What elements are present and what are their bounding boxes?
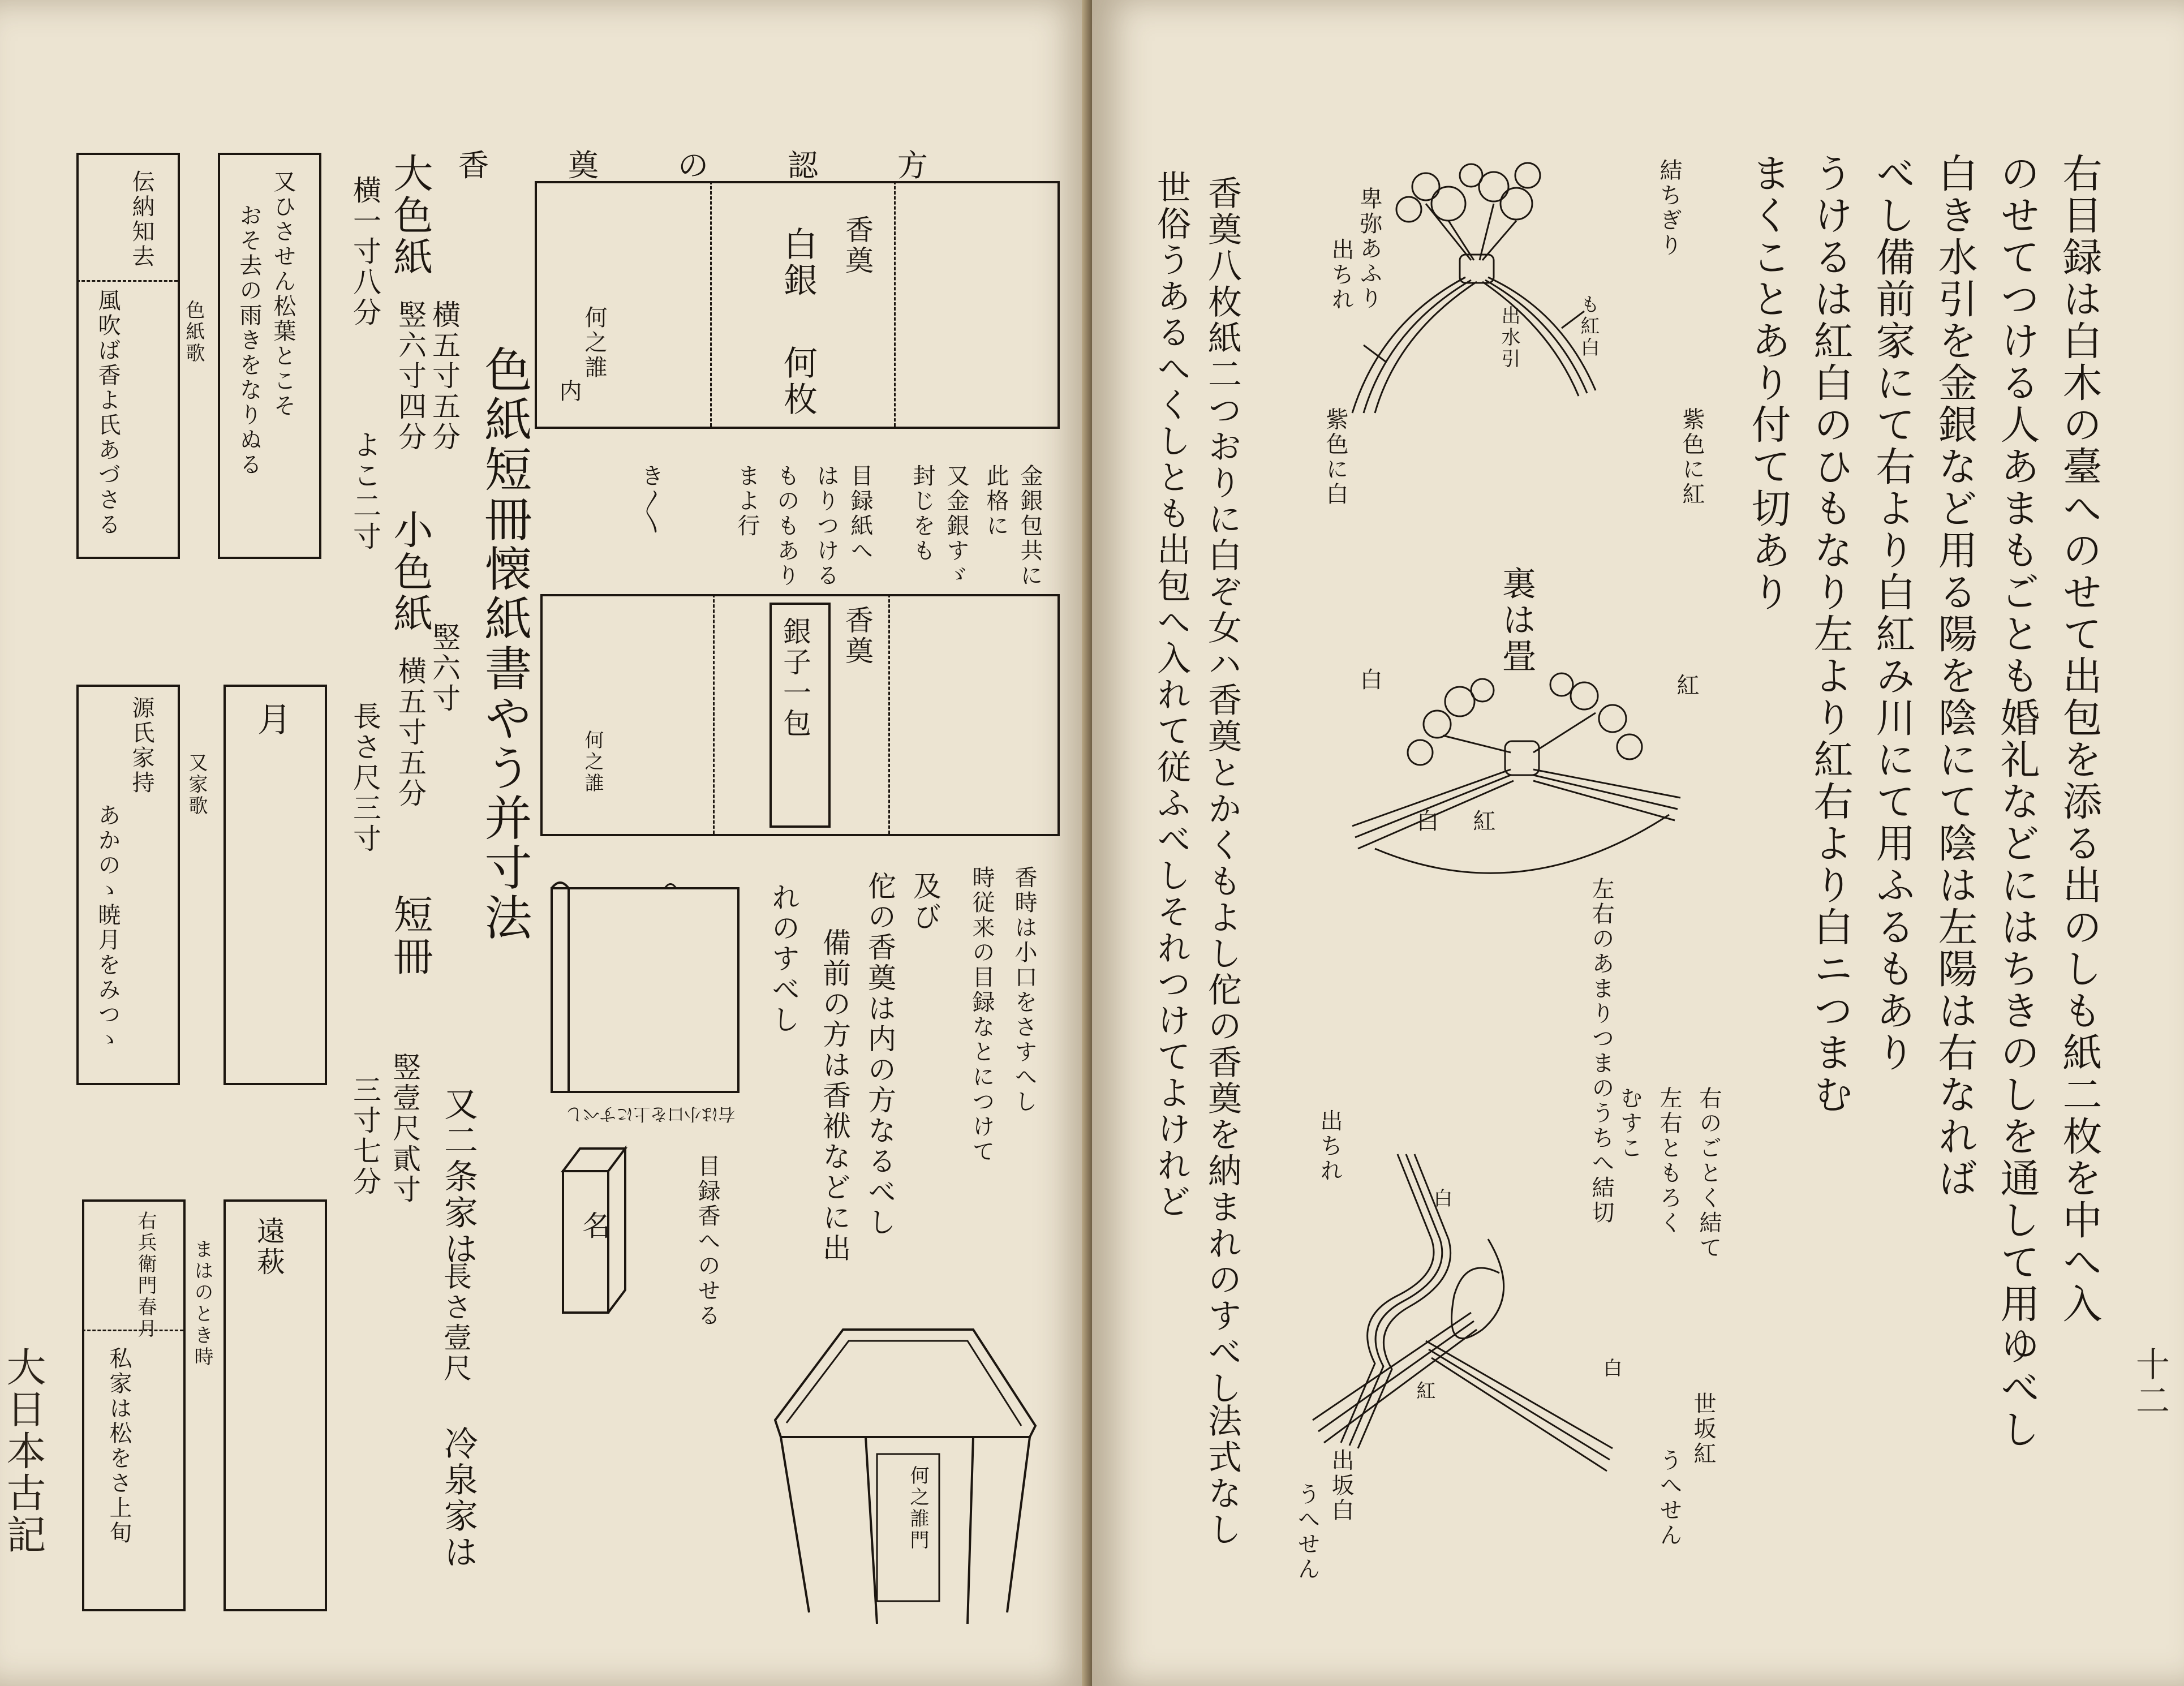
sample3-title: 遠萩: [252, 1216, 285, 1278]
knot3-h: 世坂紅: [1690, 1392, 1716, 1466]
koshi1-seal: 内: [556, 379, 582, 404]
shikishi-big-h: 竪六寸四分: [394, 300, 427, 453]
tanzaku-h: 竪壹尺貳寸: [388, 1052, 421, 1205]
sample1-top: 又ひさせん松葉とこそ: [270, 170, 296, 419]
right-col-text-2: 世俗うあるへくしとも出包へ入れて従ふべしそれつけてよけれど: [1151, 170, 1191, 1220]
fold-line: [894, 181, 896, 427]
knot2-br: 白: [1413, 809, 1439, 834]
knot1-f: 出ちれ: [1328, 238, 1354, 312]
main-text-5: うけるは紅白のひもなり左より紅右より白ニつまむ: [1807, 153, 1854, 1116]
knot1-g: 紫色に白: [1322, 407, 1348, 507]
knot3-c: 左右ともろく: [1656, 1086, 1682, 1236]
sample1-side: 色紙歌: [182, 300, 205, 364]
koshi-header: 香奠の認方: [458, 148, 1007, 183]
koshi1-name: 何之誰: [581, 306, 607, 380]
koshi1-count: 何枚: [778, 345, 818, 418]
shikishi-small-w: 横五寸五分: [394, 656, 427, 809]
shikishi-col3b: よこ二寸: [349, 430, 381, 552]
knot1-e: 卑弥あふり: [1356, 187, 1382, 311]
knot1-c: 出水引: [1498, 306, 1520, 370]
koshi-note-6: はりつける: [813, 464, 839, 588]
mokuroku-note-7: 目録香へのせる: [694, 1154, 720, 1328]
knot3-a: 出ちれ: [1317, 1109, 1343, 1184]
main-text-3: 白き水引を金銀など用る陽を陰にて陰は左陽は右なれば: [1932, 153, 1978, 1199]
knot3-k: うへせん: [1294, 1482, 1320, 1582]
knot3-f: 紅: [1413, 1380, 1435, 1402]
sample-poem-box-2b: [223, 685, 327, 1085]
nijo-len: 長さ壹尺: [439, 1262, 472, 1384]
fold-line: [710, 181, 712, 427]
left-edge-title: 大日本古記: [0, 1347, 46, 1556]
sample3-poem: 私家は松をさ上旬: [106, 1347, 132, 1546]
knot3-g: 白: [1600, 1358, 1622, 1379]
tanzaku: 短冊: [387, 894, 433, 978]
sample3-poet: 右兵衛門春月: [134, 1211, 157, 1340]
knot2-title-visible: 裏は畳: [1497, 566, 1536, 674]
knot-diagram-2: [1330, 668, 1737, 905]
stand-illustration: [764, 1318, 1047, 1624]
divider: [76, 280, 178, 282]
knot2-note: 左右のあまりつまのうちへ結切: [1588, 877, 1614, 1225]
knot3-b: 右のごとく結て: [1696, 1086, 1722, 1261]
right-col-text-3: 法式なし: [1202, 1403, 1242, 1548]
sample1-bottom: おそ去の雨きをなりぬる: [236, 204, 262, 478]
koshi-note-7: ものもあり: [773, 464, 799, 588]
main-text-4: べし備前家にて右より白紅み川にて用ふるもあり: [1869, 153, 1916, 1074]
koshi2-name: 何之誰: [581, 730, 604, 794]
book-illustration: [552, 877, 755, 1092]
koshi-note-5: 目録紙へ: [847, 464, 873, 564]
fold-line: [888, 594, 890, 834]
koshi-note-1: 金銀包共に: [1017, 464, 1043, 588]
koshi2-amount: 銀子一包: [779, 617, 811, 739]
knot1-a: 結ちぎり: [1656, 158, 1682, 258]
mokuroku-note-5: 備前の方は香袱などに出: [818, 928, 851, 1264]
knot2-left: 紅: [1673, 673, 1699, 698]
koshi-note-9: き〳〵: [638, 464, 664, 536]
koshi1-label: 香奠: [841, 215, 874, 276]
sample2-side: 又家歌: [185, 752, 208, 817]
shikishi-big-w: 横五寸五分: [428, 300, 461, 453]
koshi-note-4: 封じをも: [909, 464, 935, 564]
mokuroku-note-6: れのすべし: [767, 883, 800, 1035]
mokuroku-note-2: 時従来の目録なとにつけて: [969, 866, 995, 1164]
knot3-i: うへせん: [1656, 1448, 1682, 1548]
knot2-bl: 紅: [1469, 809, 1495, 834]
shikishi-col3c: 長さ尺三寸: [349, 702, 381, 854]
koshi2-label: 香奠: [841, 605, 874, 666]
knot3-j: 出坂白: [1328, 1448, 1354, 1523]
shikishi-small-h: 竪六寸: [428, 622, 461, 714]
main-text-6: まくことあり付て切あり: [1745, 153, 1791, 613]
sample2-title: 月: [252, 702, 291, 738]
divider: [82, 1330, 183, 1331]
koshi1-amount: 白銀: [778, 226, 818, 299]
knot1-d: 紫色に紅: [1679, 407, 1705, 507]
mokuroku-note-3: 及び: [909, 871, 941, 932]
stand-label: 何之誰門: [906, 1465, 929, 1551]
name-slip-label: 名: [578, 1211, 611, 1241]
right-page: [1092, 0, 2184, 1686]
shikishi-col3: 横一寸八分: [349, 175, 381, 328]
knot1-b: も紅白: [1577, 294, 1600, 359]
nijo: 又二条家は: [438, 1086, 478, 1267]
shikishi-small: 小色紙: [387, 509, 433, 635]
main-text-1: 右目録は白木の臺へのせて出包を添る出のしも紙二枚を中へ入: [2056, 153, 2103, 1325]
shikishi-big: 大色紙: [387, 153, 433, 278]
mokuroku-note-1: 香時は小口をさすへし: [1011, 866, 1037, 1115]
page-edge: 十二: [2130, 1347, 2170, 1419]
sample2-poem: あかのゝ暁月をみつゝ: [94, 803, 121, 1052]
sample2-poet: 源氏家持: [128, 696, 154, 795]
mokuroku-note-4: 佗の香奠は内の方なるべし: [863, 871, 896, 1238]
koshi-note-2: 此格に: [983, 464, 1009, 539]
book-caption: 右は小口を上にすべし: [566, 1104, 736, 1124]
koshi-note-8: まよ行: [734, 464, 760, 539]
koshi-note-3: 又金銀すゞ: [943, 464, 969, 588]
sample1-poem: 風吹ば香よ氏あづさる: [94, 289, 121, 537]
reizei: 冷泉家は: [438, 1426, 478, 1571]
shikishi-col3d: 三寸七分: [349, 1075, 381, 1197]
fold-line: [713, 594, 715, 834]
sample1-poet: 伝納知去: [128, 170, 154, 269]
main-text-2: のせてつける人あまもごとも婚礼などにはちきのしを通して用ゆべし: [1994, 153, 2040, 1451]
knot3-e: 白: [1430, 1188, 1452, 1210]
right-col-text-1: 香奠八枚紙二つおりに白ぞ女ハ香奠とかくもよし佗の香奠を納まれのすべし: [1202, 175, 1242, 1407]
knot2-right-visible: 白: [1356, 668, 1382, 693]
knot3-d: むすこ: [1616, 1086, 1643, 1161]
sample3-side: まはのとき時: [191, 1239, 213, 1368]
shikishi-title: 色紙短冊懐紙書やう并寸法: [477, 345, 532, 943]
